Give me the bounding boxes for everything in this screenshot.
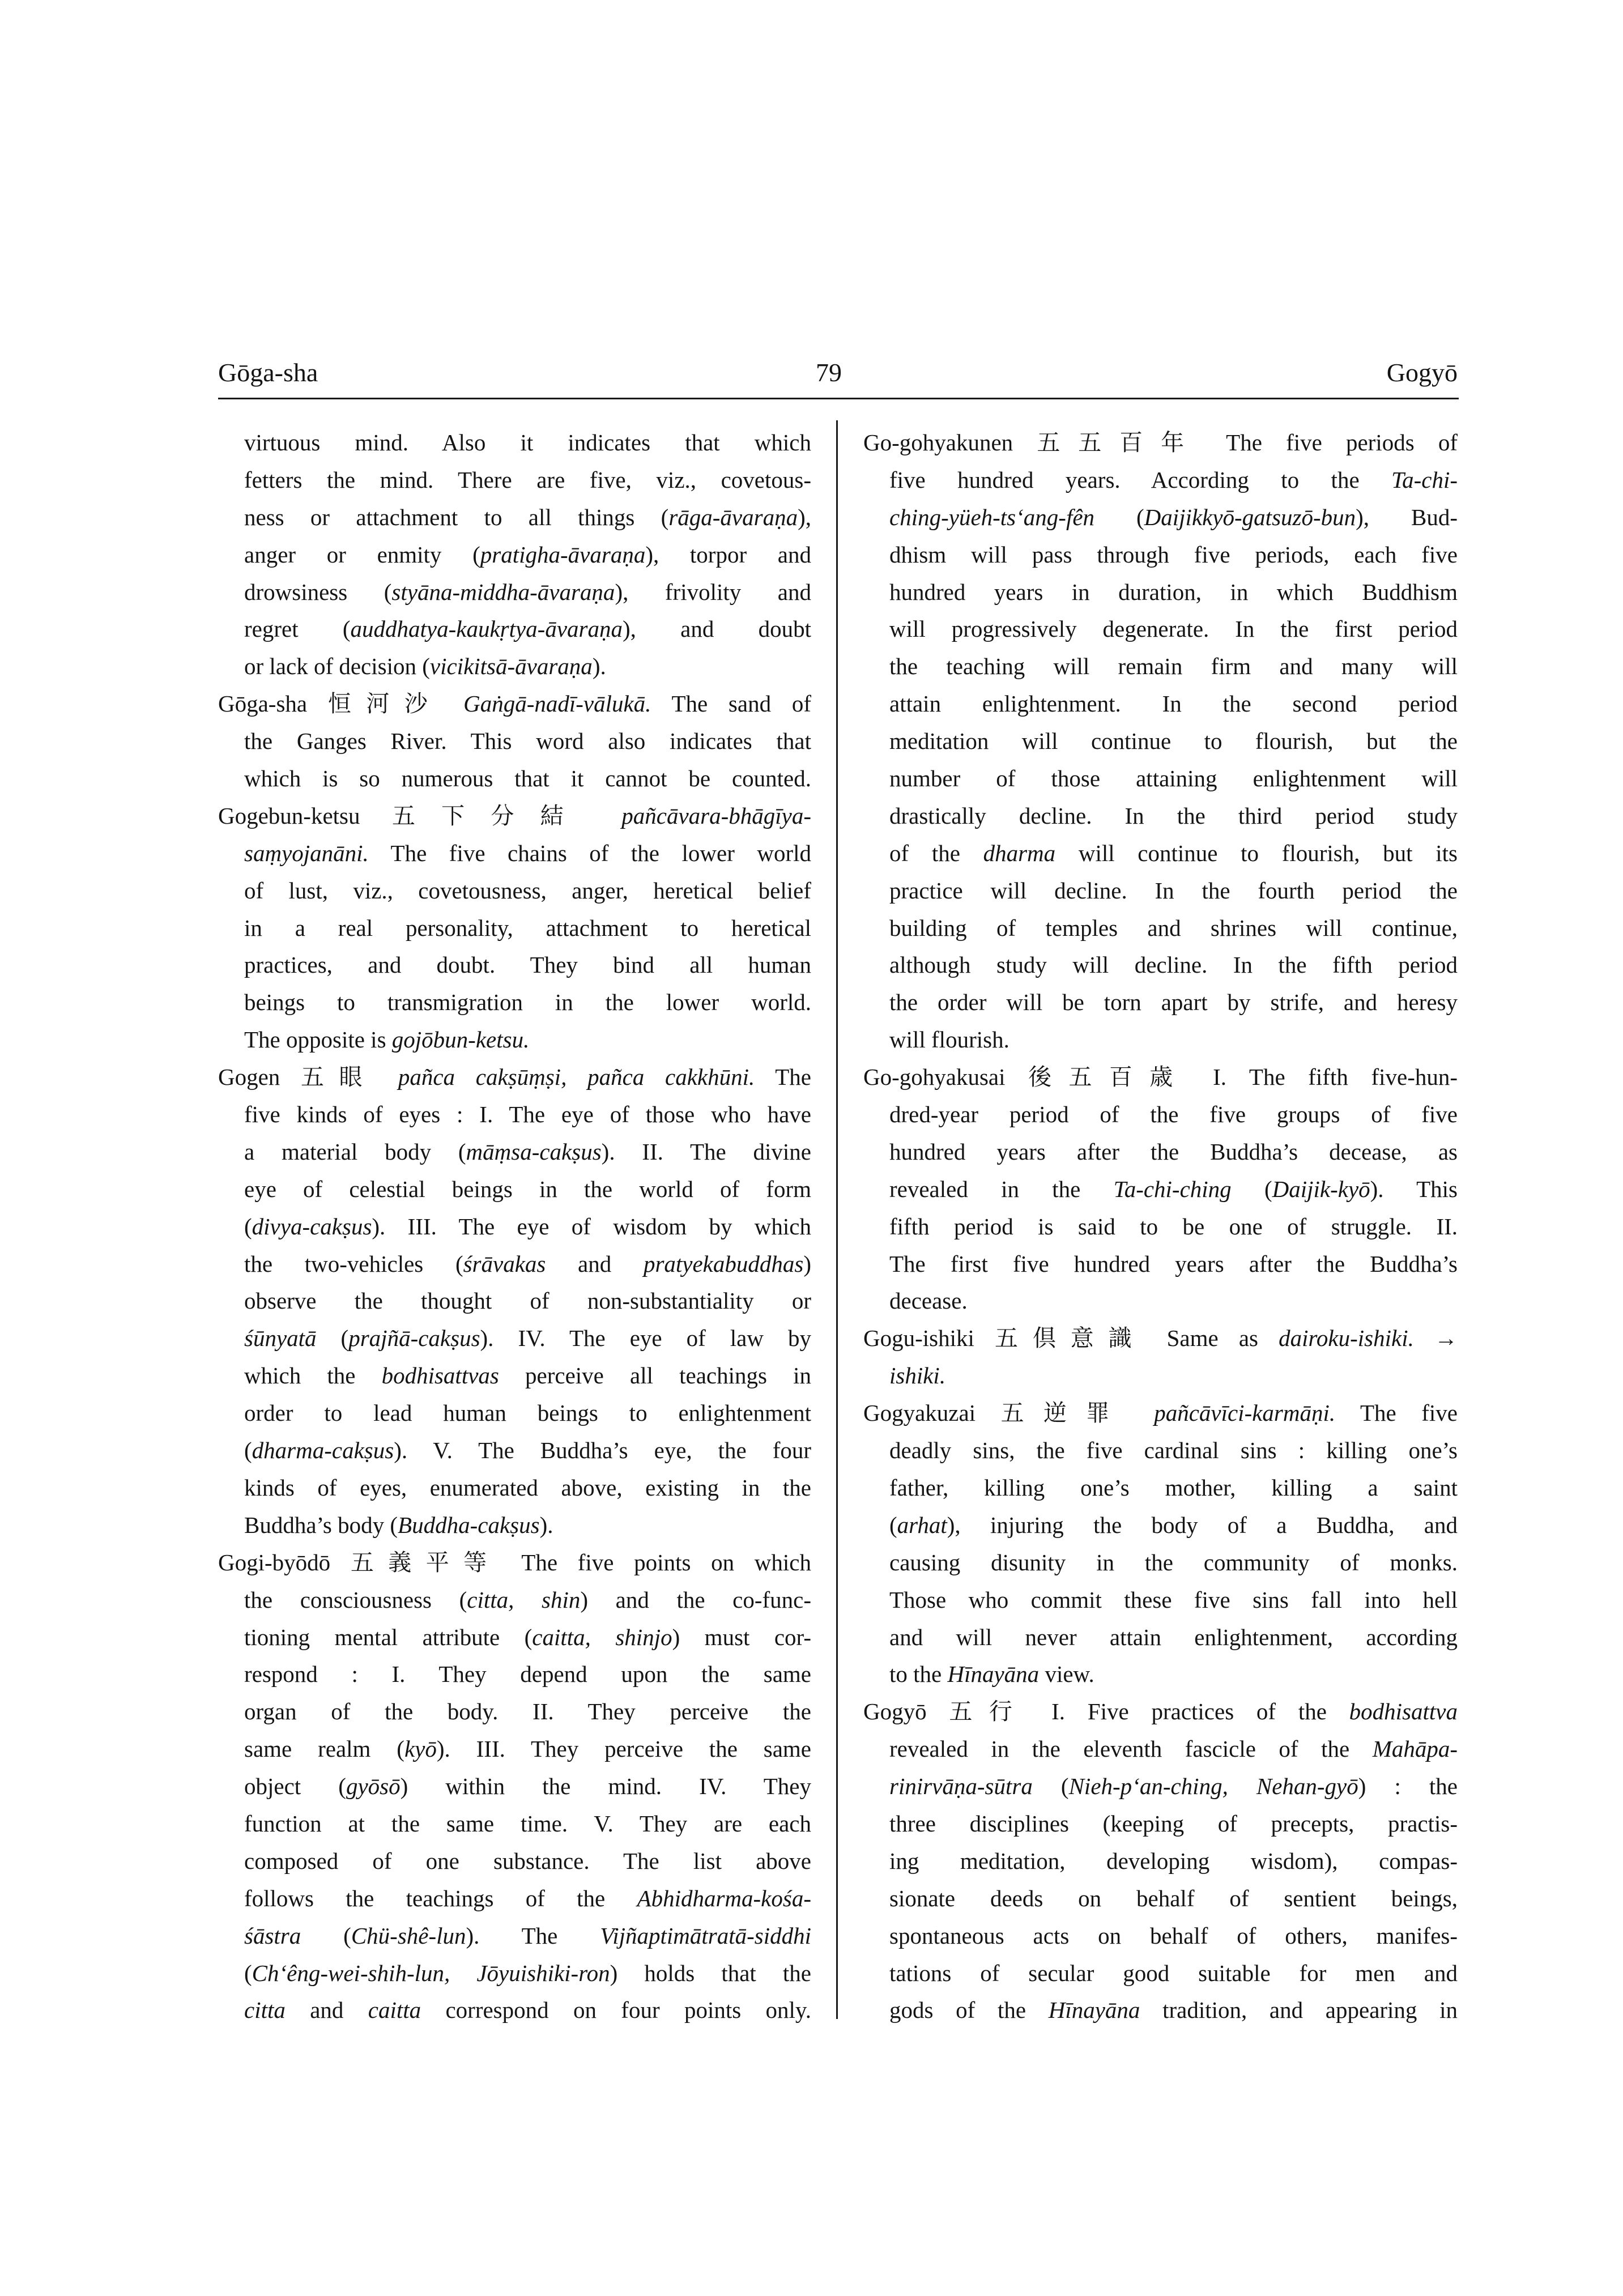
- italic-term: kyō: [404, 1736, 437, 1762]
- text-line: [889, 1283, 1458, 1320]
- text-run: number of those attaining enlightenment will: [889, 765, 1458, 792]
- left-column: [218, 424, 811, 2029]
- italic-term: divya-cakṣus: [252, 1213, 372, 1239]
- text-line: [244, 1843, 811, 1880]
- text-run: sionate deeds on behalf of sentient beings,: [889, 1885, 1458, 1911]
- text-line: [889, 462, 1458, 499]
- text-run: ): [803, 1250, 811, 1277]
- text-run: ), injuring the body of a Buddha, and: [947, 1511, 1458, 1538]
- text-line: [244, 574, 811, 611]
- text-line: [244, 1619, 811, 1656]
- text-run: (: [1094, 504, 1144, 530]
- text-run: to the: [889, 1661, 948, 1688]
- text-line: [889, 536, 1458, 574]
- text-line: [244, 499, 811, 536]
- text-run: Gogebun-ketsu 五下分結: [218, 802, 622, 829]
- italic-term: auddhatya-kaukṛtya-āvaraṇa: [350, 616, 623, 642]
- italic-term: dairoku-ishiki.: [1279, 1325, 1414, 1352]
- text-line: [244, 1731, 811, 1768]
- text-run: drastically decline. In the third period study: [889, 802, 1458, 829]
- text-run: a material body (: [244, 1138, 466, 1165]
- text-line: [244, 1432, 811, 1469]
- text-run: the Ganges River. This word also indicates that: [244, 728, 811, 755]
- text-run: Gōga-sha 恒河沙: [218, 691, 464, 717]
- text-run: Those who commit these five sins fall into hell: [889, 1586, 1458, 1613]
- text-line: [244, 1656, 811, 1693]
- text-run: ) must cor-: [672, 1624, 811, 1650]
- italic-term: Nieh-p‘an-ching, Nehan-gyō: [1068, 1773, 1358, 1800]
- text-run: practices, and doubt. They bind all human: [244, 952, 811, 978]
- text-run: the order will be torn apart by strife, and heresy: [889, 989, 1458, 1016]
- text-run: function at the same time. V. They are each: [244, 1810, 811, 1837]
- text-line: [244, 872, 811, 910]
- text-run: practice will decline. In the fourth period the: [889, 877, 1458, 904]
- text-run: observe the thought of non-substantiality or: [244, 1288, 811, 1314]
- text-line: [889, 1246, 1458, 1283]
- text-run: deadly sins, the five cardinal sins : killing one’s: [889, 1437, 1458, 1464]
- italic-term: Vijñaptimātratā-siddhi: [600, 1922, 811, 1949]
- text-line: [889, 760, 1458, 798]
- text-run: ).: [539, 1511, 553, 1538]
- text-run: drowsiness (: [244, 578, 392, 605]
- italic-term: pratyekabuddhas: [643, 1250, 804, 1277]
- text-line: [244, 1805, 811, 1843]
- text-run: The: [755, 1064, 811, 1091]
- text-run: (: [244, 1437, 252, 1464]
- column-divider: [836, 420, 838, 2019]
- text-line: [889, 499, 1458, 536]
- text-line: [889, 1544, 1458, 1582]
- text-run: ), Bud-: [1356, 504, 1458, 530]
- text-run: five hundred years. According to the: [889, 466, 1392, 493]
- text-run: anger or enmity (: [244, 541, 480, 568]
- text-run: ). III. The eye of wisdom by which: [372, 1213, 811, 1239]
- text-run: ). III. They perceive the same: [436, 1736, 811, 1762]
- text-run: dred-year period of the five groups of five: [889, 1101, 1458, 1128]
- text-line: [244, 1395, 811, 1432]
- italic-term: vicikitsā-āvaraṇa: [429, 653, 593, 680]
- text-line: [889, 1582, 1458, 1619]
- italic-term: caitta: [368, 1997, 421, 2024]
- text-line: [244, 1246, 811, 1283]
- text-run: ). The: [466, 1922, 600, 1949]
- text-run: virtuous mind. Also it indicates that which: [244, 429, 811, 455]
- text-line: [244, 1992, 811, 2029]
- text-run: building of temples and shrines will continue,: [889, 914, 1458, 941]
- text-line: [889, 984, 1458, 1021]
- text-run: gods of the: [889, 1997, 1049, 2024]
- text-run: ),: [798, 504, 811, 530]
- text-run: ). V. The Buddha’s eye, the four: [394, 1437, 811, 1464]
- text-run: (: [244, 1960, 252, 1986]
- text-run: ing meditation, developing wisdom), compas-: [889, 1847, 1458, 1874]
- text-line: [244, 536, 811, 574]
- italic-term: Hīnayāna: [1048, 1997, 1140, 2024]
- text-run: kinds of eyes, enumerated above, existing in the: [244, 1474, 811, 1501]
- text-run: ). II. The divine: [601, 1138, 811, 1165]
- text-run: spontaneous acts on behalf of others, manifes-: [889, 1922, 1458, 1949]
- text-line: [244, 1469, 811, 1507]
- text-run: causing disunity in the community of monks.: [889, 1549, 1458, 1575]
- text-line: [244, 1357, 811, 1395]
- text-run: ) holds that the: [610, 1960, 811, 1986]
- text-line: [889, 685, 1458, 723]
- text-run: fetters the mind. There are five, viz., covetous-: [244, 466, 811, 493]
- text-run: meditation will continue to flourish, but the: [889, 728, 1458, 755]
- text-run: Gogyakuzai 五逆罪: [863, 1400, 1155, 1426]
- text-run: decease.: [889, 1288, 968, 1314]
- text-line: [244, 1880, 811, 1918]
- text-run: The sand of: [651, 691, 811, 717]
- text-run: respond : I. They depend upon the same: [244, 1661, 811, 1688]
- text-line: [244, 611, 811, 648]
- text-run: perceive all teachings in: [499, 1362, 811, 1389]
- text-line: [889, 798, 1458, 835]
- text-line: [889, 574, 1458, 611]
- text-run: and: [285, 1997, 368, 2024]
- text-line: [889, 1880, 1458, 1918]
- italic-term: bodhisattvas: [381, 1362, 499, 1389]
- text-line: [244, 424, 811, 462]
- text-run: ). IV. The eye of law by: [480, 1325, 811, 1352]
- italic-term: arhat: [897, 1511, 947, 1538]
- italic-term: ishiki.: [889, 1362, 946, 1389]
- text-run: fifth period is said to be one of struggle. II.: [889, 1213, 1458, 1239]
- text-line: [889, 1955, 1458, 1992]
- text-run: will progressively degenerate. In the first period: [889, 616, 1458, 642]
- text-run: object (: [244, 1773, 346, 1800]
- text-line: [244, 984, 811, 1021]
- text-line: [244, 1134, 811, 1171]
- text-run: (: [889, 1511, 897, 1538]
- text-run: Gogi-byōdō 五義平等 The five points on which: [218, 1549, 811, 1575]
- text-run: although study will decline. In the fifth period: [889, 952, 1458, 978]
- entry-headline: [863, 424, 1458, 462]
- text-line: [244, 760, 811, 798]
- text-line: [244, 1320, 811, 1357]
- text-run: follows the teachings of the: [244, 1885, 637, 1911]
- text-run: The opposite is: [244, 1026, 392, 1053]
- text-run: five kinds of eyes : I. The eye of those who have: [244, 1101, 811, 1128]
- text-line: [889, 1731, 1458, 1768]
- text-line: [244, 1918, 811, 1955]
- entry-headline: [218, 685, 811, 723]
- text-line: [244, 462, 811, 499]
- italic-term: ching-yüeh-ts‘ang-fên: [889, 504, 1095, 530]
- text-run: of the: [889, 840, 983, 866]
- text-run: ), and doubt: [623, 616, 811, 642]
- italic-term: pañca cakṣūṃṣi, pañca cakkhūni.: [398, 1064, 755, 1091]
- italic-term: śrāvakas: [463, 1250, 546, 1277]
- text-run: Gogu-ishiki 五倶意識 Same as: [863, 1325, 1279, 1352]
- italic-term: śāstra: [244, 1922, 301, 1949]
- text-run: Go-gohyakusai 後五百歳 I. The fifth five-hun-: [863, 1064, 1458, 1091]
- text-line: [244, 947, 811, 984]
- text-run: ). This: [1370, 1175, 1458, 1202]
- text-run: and will never attain enlightenment, according: [889, 1624, 1458, 1650]
- text-line: [889, 1208, 1458, 1246]
- text-line: [889, 1507, 1458, 1544]
- text-run: The first five hundred years after the Buddha’s: [889, 1250, 1458, 1277]
- italic-term: pañcāvīci-karmāṇi.: [1154, 1400, 1336, 1426]
- text-run: ) and the co-func-: [580, 1586, 811, 1613]
- text-line: [889, 1357, 1458, 1395]
- text-line: [889, 1096, 1458, 1134]
- text-run: of lust, viz., covetousness, anger, heretical belief: [244, 877, 811, 904]
- text-line: [889, 1656, 1458, 1693]
- text-line: [244, 1021, 811, 1059]
- text-line: [244, 1096, 811, 1134]
- text-run: (: [244, 1213, 252, 1239]
- italic-term: gojōbun-ketsu.: [391, 1026, 530, 1053]
- text-run: or lack of decision (: [244, 653, 430, 680]
- text-line: [244, 1768, 811, 1805]
- text-line: [244, 648, 811, 685]
- text-run: ness or attachment to all things (: [244, 504, 669, 530]
- text-run: same realm (: [244, 1736, 404, 1762]
- text-run: hundred years in duration, in which Buddhism: [889, 578, 1458, 605]
- entry-headline: [863, 1693, 1458, 1731]
- text-line: [889, 1021, 1458, 1059]
- text-line: [889, 947, 1458, 984]
- right-column: [863, 424, 1458, 2029]
- text-run: the two-vehicles (: [244, 1250, 463, 1277]
- text-run: regret (: [244, 616, 351, 642]
- text-run: revealed in the: [889, 1175, 1114, 1202]
- text-line: [889, 611, 1458, 648]
- italic-term: rāga-āvaraṇa: [668, 504, 798, 530]
- text-line: [244, 1283, 811, 1320]
- page-number: 79: [816, 358, 842, 387]
- running-head-right: Gogyō: [1386, 358, 1458, 387]
- italic-term: gyōsō: [346, 1773, 401, 1800]
- italic-term: citta, shin: [467, 1586, 581, 1613]
- text-run: ), torpor and: [645, 541, 811, 568]
- text-line: [889, 1805, 1458, 1843]
- text-run: beings to transmigration in the lower world.: [244, 989, 811, 1016]
- text-run: which the: [244, 1362, 382, 1389]
- text-line: [244, 1208, 811, 1246]
- italic-term: Hīnayāna: [947, 1661, 1040, 1688]
- text-run: tations of secular good suitable for men and: [889, 1960, 1458, 1986]
- text-line: [889, 1992, 1458, 2029]
- text-line: [244, 1955, 811, 1992]
- text-line: [889, 1843, 1458, 1880]
- text-line: [889, 648, 1458, 685]
- entry-headline: [218, 798, 811, 835]
- text-run: ) : the: [1358, 1773, 1458, 1800]
- text-run: Buddha’s body (: [244, 1511, 398, 1538]
- italic-term: Chü-shê-lun: [351, 1922, 466, 1949]
- italic-term: prajñā-cakṣus: [348, 1325, 480, 1352]
- italic-term: Ch‘êng-wei-shih-lun, Jōyuishiki-ron: [252, 1960, 610, 1986]
- text-run: composed of one substance. The list above: [244, 1847, 811, 1874]
- italic-term: dharma-cakṣus: [252, 1437, 394, 1464]
- text-line: [889, 723, 1458, 760]
- italic-term: styāna-middha-āvaraṇa: [391, 578, 615, 605]
- text-line: [244, 1171, 811, 1208]
- text-run: correspond on four points only.: [421, 1997, 811, 2024]
- text-line: [244, 1507, 811, 1544]
- text-run: three disciplines (keeping of precepts, practis-: [889, 1810, 1458, 1837]
- text-line: [244, 1582, 811, 1619]
- italic-term: caitta, shinjo: [532, 1624, 672, 1650]
- text-run: dhism will pass through five periods, each five: [889, 541, 1458, 568]
- text-line: [244, 1693, 811, 1731]
- text-run: will flourish.: [889, 1026, 1009, 1053]
- text-run: will continue to flourish, but its: [1055, 840, 1458, 866]
- text-run: tioning mental attribute (: [244, 1624, 533, 1650]
- entry-headline: [218, 1059, 811, 1096]
- text-run: organ of the body. II. They perceive the: [244, 1698, 811, 1725]
- text-run: eye of celestial beings in the world of form: [244, 1175, 811, 1202]
- text-run: order to lead human beings to enlightenment: [244, 1400, 811, 1426]
- italic-term: Ta-chi-ching: [1113, 1175, 1232, 1202]
- entry-headline: [863, 1059, 1458, 1096]
- italic-term: Abhidharma-kośa-: [637, 1885, 811, 1911]
- text-run: tradition, and appearing in: [1140, 1997, 1458, 2024]
- italic-term: rinirvāṇa-sūtra: [889, 1773, 1033, 1800]
- text-run: The five: [1335, 1400, 1458, 1426]
- text-run: ) within the mind. IV. They: [400, 1773, 811, 1800]
- italic-term: bodhisattva: [1349, 1698, 1458, 1725]
- text-run: and: [546, 1250, 644, 1277]
- italic-term: dharma: [983, 840, 1056, 866]
- text-run: father, killing one’s mother, killing a saint: [889, 1474, 1458, 1501]
- text-run: Gogen 五眼: [218, 1064, 398, 1091]
- text-line: [889, 1469, 1458, 1507]
- text-run: ).: [592, 653, 606, 680]
- text-line: [889, 1171, 1458, 1208]
- text-run: →: [1413, 1325, 1458, 1352]
- text-run: (: [301, 1922, 351, 1949]
- italic-term: Gaṅgā-nadī-vālukā.: [463, 691, 651, 717]
- text-run: attain enlightenment. In the second period: [889, 691, 1458, 717]
- entry-headline: [863, 1320, 1458, 1357]
- italic-term: citta: [244, 1997, 286, 2024]
- text-run: The five chains of the lower world: [368, 840, 811, 866]
- text-run: Gogyō 五行 I. Five practices of the: [863, 1698, 1349, 1725]
- text-run: which is so numerous that it cannot be counted.: [244, 765, 811, 792]
- text-line: [889, 1432, 1458, 1469]
- entry-headline: [863, 1395, 1458, 1432]
- text-line: [889, 872, 1458, 910]
- text-line: [244, 910, 811, 947]
- text-line: [889, 1134, 1458, 1171]
- text-run: hundred years after the Buddha’s decease, as: [889, 1138, 1458, 1165]
- text-run: view.: [1039, 1661, 1094, 1688]
- header-rule: [218, 398, 1459, 399]
- text-line: [244, 723, 811, 760]
- italic-term: Daijik-kyō: [1272, 1175, 1370, 1202]
- italic-term: pañcāvara-bhāgīya-: [621, 802, 811, 829]
- text-line: [889, 1619, 1458, 1656]
- italic-term: pratigha-āvaraṇa: [480, 541, 646, 568]
- italic-term: Ta-chi-: [1391, 466, 1458, 493]
- italic-term: Mahāpa-: [1372, 1736, 1458, 1762]
- text-run: (: [316, 1325, 349, 1352]
- running-head-left: Gōga-sha: [218, 358, 318, 387]
- text-run: in a real personality, attachment to heretical: [244, 914, 811, 941]
- italic-term: saṃyojanāni.: [244, 840, 369, 866]
- text-run: (: [1032, 1773, 1069, 1800]
- text-line: [244, 835, 811, 872]
- text-run: (: [1231, 1175, 1272, 1202]
- text-line: [889, 835, 1458, 872]
- text-line: [889, 1918, 1458, 1955]
- italic-term: māṃsa-cakṣus: [466, 1138, 602, 1165]
- text-run: the teaching will remain firm and many will: [889, 653, 1458, 680]
- italic-term: śūnyatā: [244, 1325, 317, 1352]
- text-run: revealed in the eleventh fascicle of the: [889, 1736, 1373, 1762]
- italic-term: Buddha-cakṣus: [398, 1511, 540, 1538]
- entry-headline: [218, 1544, 811, 1582]
- text-line: [889, 910, 1458, 947]
- text-line: [889, 1768, 1458, 1805]
- text-run: ), frivolity and: [615, 578, 811, 605]
- text-run: Go-gohyakunen 五五百年 The five periods of: [863, 429, 1458, 455]
- text-run: the consciousness (: [244, 1586, 467, 1613]
- italic-term: Daijikkyō-gatsuzō-bun: [1144, 504, 1356, 530]
